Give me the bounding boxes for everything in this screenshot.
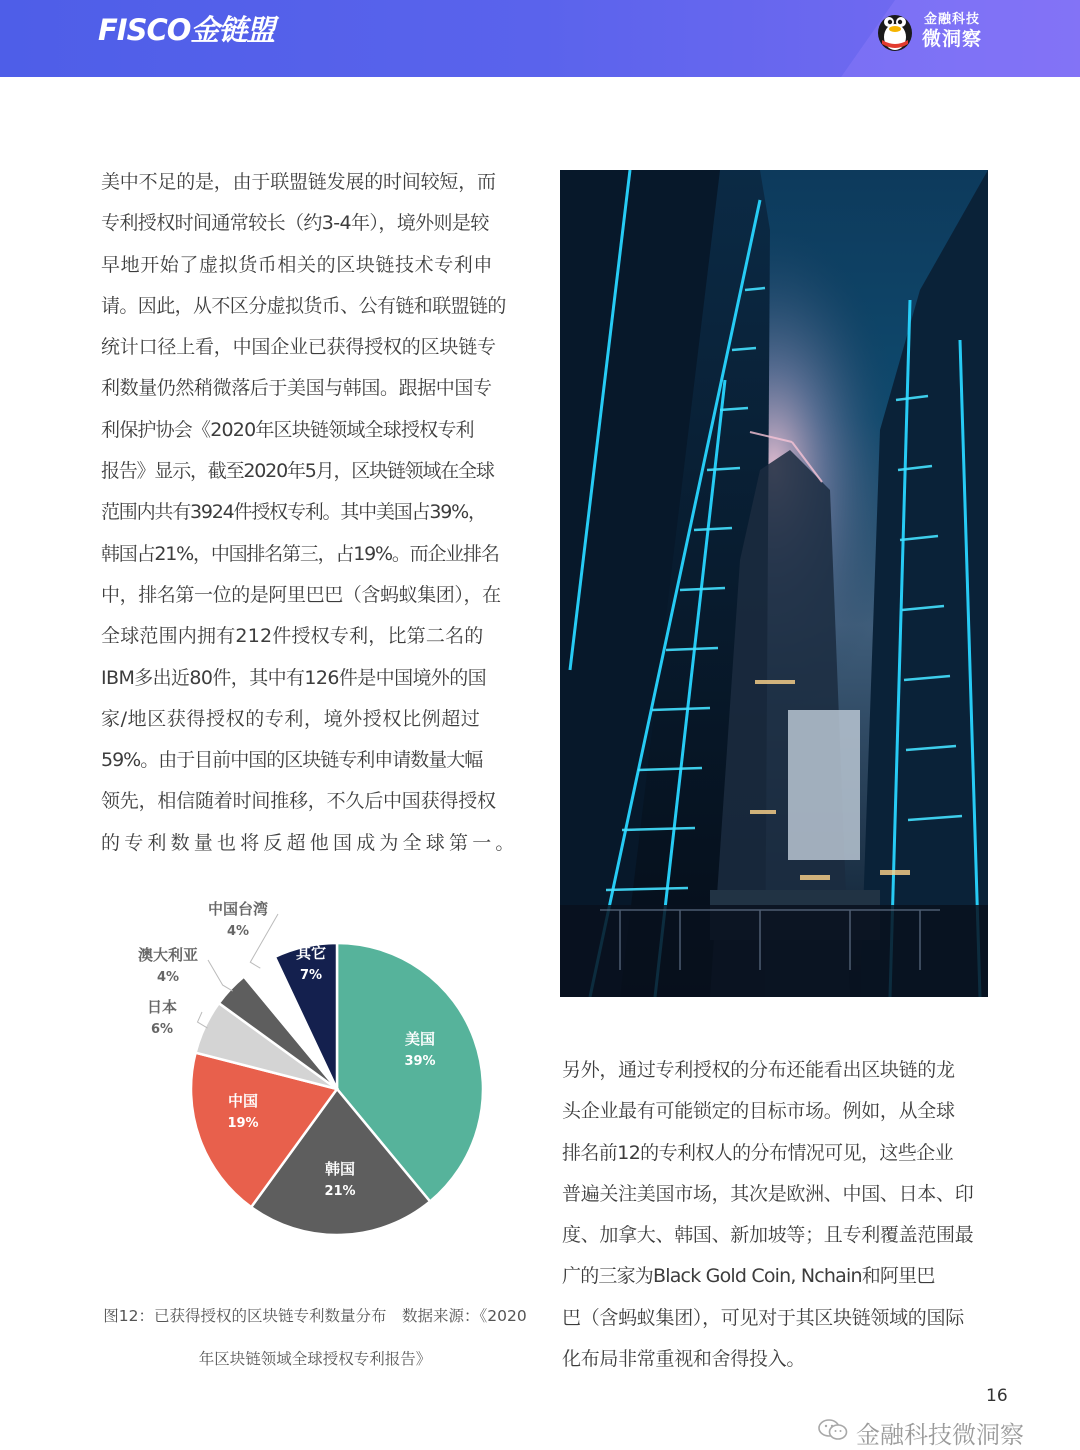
- wechat-account-badge: [872, 6, 1002, 52]
- pie-label-4: 澳大利亚: [137, 946, 199, 964]
- text-line: 美中不足的是，由于联盟链发展的时间较短，而: [101, 171, 496, 193]
- text-line: 巴（含蚂蚁集团），可见对于其区块链领域的国际: [562, 1306, 964, 1329]
- text-line: 另外，通过专利授权的分布还能看出区块链的龙: [562, 1059, 955, 1081]
- text-line: 普遍关注美国市场，其次是欧洲、中国、日本、印: [562, 1182, 974, 1205]
- leader-line-4: [208, 960, 233, 991]
- pie-value-label-4: 4%: [156, 970, 180, 985]
- text-line: 排名前12的专利权人的分布情况可见，这些企业: [562, 1141, 953, 1164]
- text-line: 报告》显示，截至2020年5月，区块链领域在全球: [101, 460, 494, 483]
- text-line: 专利授权时间通常较长（约3-4年），境外则是较: [101, 212, 489, 235]
- wechat-name-line2: 微洞察: [922, 28, 983, 50]
- figure-caption-line1: 图12：已获得授权的区块链专利数量分布 数据来源：《2020: [103, 1307, 527, 1325]
- patent-distribution-pie-chart: [100, 900, 530, 1250]
- text-line: 头企业最有可能锁定的目标市场。例如，从全球: [562, 1100, 955, 1123]
- pie-value-label-2: 19%: [227, 1116, 259, 1131]
- pie-value-label-3: 6%: [150, 1022, 174, 1037]
- pie-value-label-1: 21%: [324, 1184, 356, 1199]
- text-line: 利保护协会《2020年区块链领域全球授权专利: [101, 418, 474, 441]
- text-line: 化布局非常重视和舍得投入。: [562, 1348, 806, 1371]
- page-number: 16: [986, 1386, 1008, 1406]
- pie-label-3: 日本: [146, 998, 178, 1016]
- text-line: 中，排名第一位的是阿里巴巴（含蚂蚁集团），在: [101, 583, 501, 606]
- text-line: 全球范围内拥有212件授权专利，比第二名的: [101, 625, 484, 648]
- text-line: 59%。由于目前中国的区块链专利申请数量大幅: [101, 749, 483, 772]
- skyscraper-illustration: [560, 170, 988, 997]
- text-line: 早地开始了虚拟货币相关的区块链技术专利申: [101, 253, 494, 276]
- text-line: 度、加拿大、韩国、新加坡等；且专利覆盖范围最: [562, 1224, 974, 1247]
- pie-label-5: 中国台湾: [207, 900, 269, 918]
- figure-caption-line2: 年区块链领域全球授权专利报告》: [198, 1350, 432, 1368]
- footer-watermark: [818, 1414, 1058, 1448]
- body-text-right: [562, 1050, 992, 1380]
- pie-label-1: 韩国: [324, 1160, 356, 1178]
- fisco-logo: FISCO金链盟: [98, 13, 275, 47]
- pie-label-2: 中国: [227, 1092, 259, 1110]
- text-line: 利数量仍然稍微落后于美国与韩国。跟据中国专: [101, 377, 492, 400]
- text-line: 请。因此，从不区分虚拟货币、公有链和联盟链的: [101, 294, 506, 317]
- body-text-left: [101, 162, 529, 864]
- text-line: 统计口径上看，中国企业已获得授权的区块链专: [101, 336, 496, 359]
- footer-watermark-text: 金融科技微洞察: [856, 1421, 1024, 1449]
- text-line: 范围内共有3924件授权专利。其中美国占39%，: [101, 501, 486, 524]
- text-line: 韩国占21%，中国排名第三，占19%。而企业排名: [101, 542, 499, 565]
- city-skyscraper-photo: [560, 170, 988, 997]
- page-header: [0, 0, 1080, 77]
- text-line: 的专利数量也将反超他国成为全球第一。: [101, 831, 519, 854]
- pie-value-label-6: 7%: [299, 968, 323, 983]
- pie-value-label-5: 4%: [226, 924, 250, 939]
- wechat-icon: [818, 1418, 848, 1442]
- text-line: 领先，相信随着时间推移，不久后中国获得授权: [101, 790, 496, 813]
- pie-label-6: 其它: [295, 944, 327, 962]
- penguin-icon: [872, 6, 918, 52]
- text-line: 家/地区获得授权的专利，境外授权比例超过: [101, 707, 481, 730]
- pie-value-label-0: 39%: [404, 1054, 436, 1069]
- text-line: IBM多出近80件，其中有126件是中国境外的国: [101, 666, 487, 689]
- wechat-name-line1: 金融科技: [924, 12, 981, 27]
- pie-label-0: 美国: [404, 1030, 436, 1048]
- text-line: 广的三家为Black Gold Coin, Nchain和阿里巴: [562, 1265, 935, 1288]
